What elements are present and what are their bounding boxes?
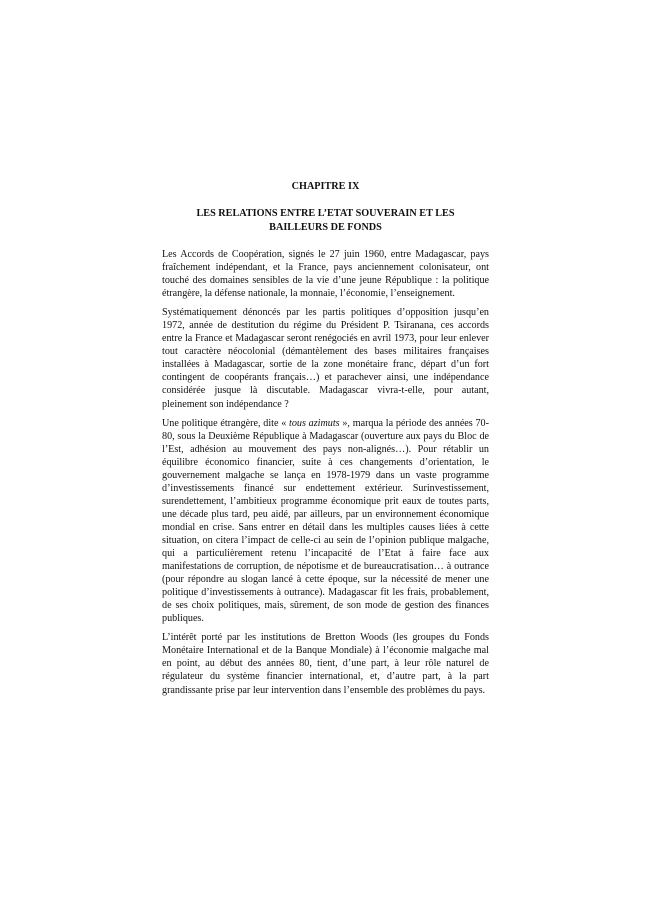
page-content [162, 180, 489, 703]
paragraph-1: Les Accords de Coopération, signés le 27 juin 1960, entre Madagascar, pays fraîchement indépendant, et la France, pays anciennement colonisateur, ont touché des domaines sensibles de la vie d’une jeune République : la politique étrangère, la défense nationale, la monnaie, l’économie, l’enseignement. [162, 249, 489, 300]
chapter-title [162, 207, 489, 234]
paragraph-2: Systématiquement dénoncés par les partis politiques d’opposition jusqu’en 1972, année de destitution du régime du Président P. Tsiranana, ces accords entre la France et Madagascar seront renégociés en avril 1973, pour leur enlever tout caractère néocolonial (démantèlement des bases militaires françaises installées à Madagascar, sortie de la zone monétaire franc, départ d’un fort contingent de coopérants français…) et parachever ainsi, une indépendance considérée jusque là discutable. Madagascar vivra-t-elle, pour autant, pleinement son indépendance ? [162, 307, 489, 410]
chapter-title-line-1: LES RELATIONS ENTRE L’ETAT SOUVERAIN ET LES [196, 208, 455, 219]
paragraph-4: L’intérêt porté par les institutions de Bretton Woods (les groupes du Fonds Monétaire International et de la Banque Mondiale) à l’économie malgache mal en point, au début des années 80, tient, d’une part, à leur rôle naturel de régulateur du système financier international, et, d’autre part, à la part grandissante prise par leur intervention dans l’ensemble des problèmes du pays. [162, 632, 489, 696]
paragraph-3-italic: tous azimuts [289, 417, 340, 429]
paragraph-3-before: Une politique étrangère, dite « [162, 417, 290, 429]
chapter-number: CHAPITRE IX [291, 181, 360, 192]
paragraph-3 [162, 417, 489, 626]
chapter-title-line-2: BAILLEURS DE FONDS [269, 221, 382, 233]
paragraph-3-after: », marqua la période des années 70-80, sous la Deuxième République à Madagascar (ouverture aux pays du Bloc de l’Est, adhésion au mouvement des pays non-alignés…). Pour rétablir un équilibre économico financier, suite à ces changements d’orientation, le gouvernement malgache se lança en 1978-1979 dans un vaste programme d’investissements financé sur endettement extérieur. Surinvestissement, surendettement, l’ambitieux programme économique prit eaux de toutes parts, une décade plus tard, peu aidé, par ailleurs, par un environnement économique mondial en crise. Sans entrer en détail dans les multiples causes liées à cette situation, on citera l’impact de celle-ci au sein de l’opinion publique malgache, qui a particulièrement retenu l’incapacité de l’Etat à faire face aux manifestations de corruption, de népotisme et de bureaucratisation… à outrance (pour répondre au slogan lancé à cette époque, sur la nécessité de mener une politique d’investissements à outrance). Madagascar fit les frais, probablement, de ses choix politiques, mais, sûrement, de son mode de gestion des finances publiques. [162, 417, 489, 625]
